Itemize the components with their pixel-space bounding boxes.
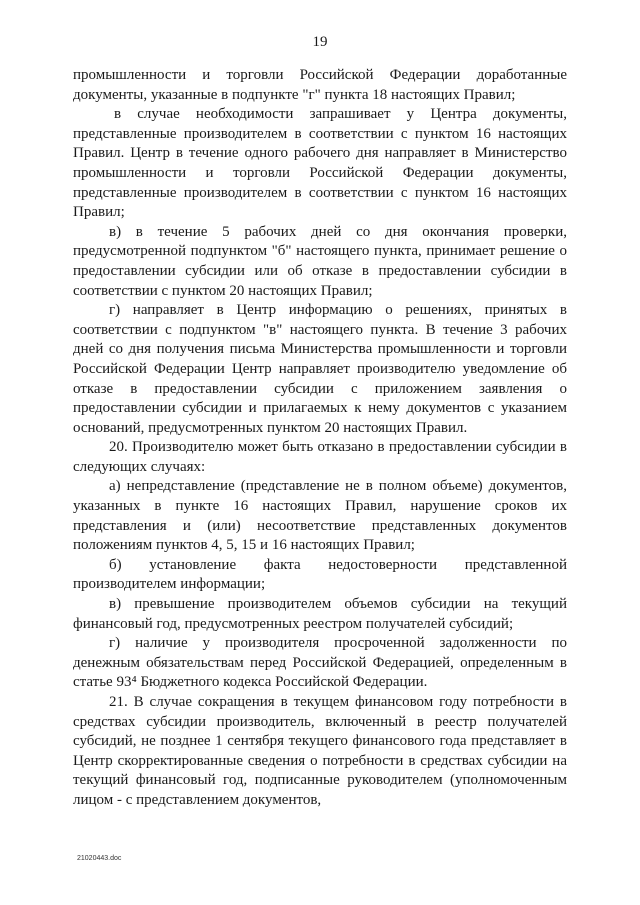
paragraph-clause-20-g: г) наличие у производителя просроченной задолженности по денежным обязательствам перед Российской Федерацией, определенным в статье 93⁴ Бюджетного кодекса Российской Федерации. (73, 635, 567, 691)
footer-filename: 21020443.doc (77, 855, 122, 862)
paragraph-continuation: промышленности и торговли Российской Федерации доработанные документы, указанные в подпункте "г" пункта 18 настоящих Правил; (73, 67, 567, 103)
paragraph-clause-20-v: в) превышение производителем объемов субсидии на текущий финансовый год, предусмотренных реестром получателей субсидий; (73, 596, 567, 632)
paragraph-clause-21: 21. В случае сокращения в текущем финансовом году потребности в средствах субсидии производитель, включенный в реестр получателей субсидий, не позднее 1 сентября текущего финансового года представляет в Центр скорректированные сведения о потребности в средствах субсидии на текущий финансовый год, подписанные руководителем (уполномоченным лицом - с представлением документов, (73, 694, 567, 808)
paragraph-subitem-g: г) направляет в Центр информацию о решениях, принятых в соответствии с подпунктом "в" настоящего пункта. В течение 3 рабочих дней со дня получения письма Министерства промышленности и торговли Российской Федерации Центр направляет производителю уведомление об отказе в предоставлении субсидии с приложением заявления о предоставлении субсидии и прилагаемых к нему документов с указанием оснований, предусмотренных пунктом 20 настоящих Правил. (73, 302, 567, 436)
document-body (73, 66, 567, 811)
paragraph-clause-20: 20. Производителю может быть отказано в предоставлении субсидии в следующих случаях: (73, 439, 567, 475)
paragraph-subitem-v: в) в течение 5 рабочих дней со дня окончания проверки, предусмотренной подпунктом "б" настоящего пункта, принимает решение о предоставлении субсидии или об отказе в предоставлении субсидии в соответствии с пунктом 20 настоящих Правил; (73, 223, 567, 299)
paragraph-clause-20-a: а) непредставление (представление не в полном объеме) документов, указанных в пункте 16 настоящих Правил, нарушение сроков их представления и (или) несоответствие представленных документов положениям пунктов 4, 5, 15 и 16 настоящих Правил; (73, 478, 567, 554)
page-number: 19 (312, 34, 328, 50)
paragraph-request-documents: в случае необходимости запрашивает у Центра документы, представленные производителем в соответствии с пунктом 16 настоящих Правил. Центр в течение одного рабочего дня направляет в Министерство промышленности и торговли Российской Федерации документы, представленные производителем в соответствии с пунктом 16 настоящих Правил; (73, 106, 567, 221)
paragraph-clause-20-b: б) установление факта недостоверности представленной производителем информации; (73, 556, 567, 593)
